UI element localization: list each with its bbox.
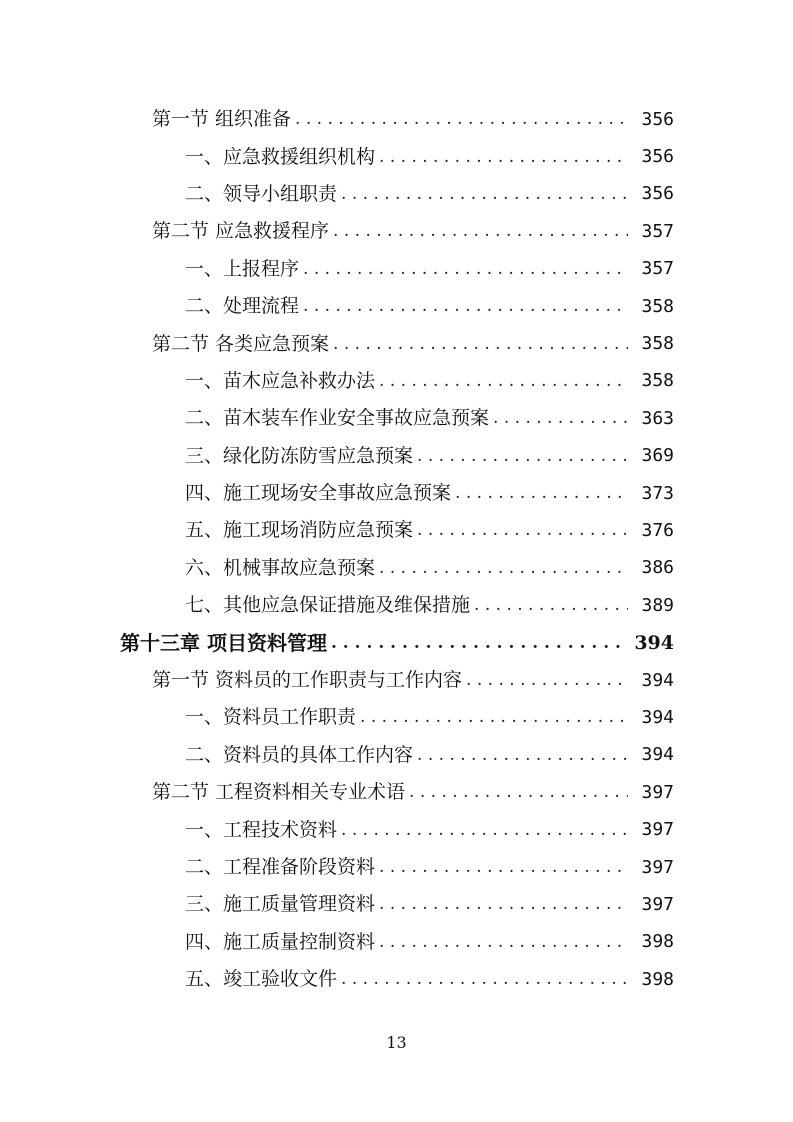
toc-dot-leader <box>409 784 628 801</box>
toc-dot-leader <box>341 971 628 988</box>
toc-entry-item[interactable] <box>0 251 793 288</box>
toc-entry-title: 一、资料员工作职责 <box>185 706 357 729</box>
toc-dot-leader <box>360 709 628 726</box>
toc-dot-leader <box>379 560 628 577</box>
toc-entry-page: 369 <box>641 445 674 467</box>
toc-entry-title: 五、竣工验收文件 <box>185 968 338 991</box>
toc-entry-title: 一、上报程序 <box>185 257 300 280</box>
toc-dot-leader <box>333 336 628 353</box>
toc-entry-title: 三、施工质量管理资料 <box>185 893 376 916</box>
toc-entry-title: 第二节 各类应急预案 <box>152 332 330 355</box>
toc-entry-page: 389 <box>641 594 674 616</box>
toc-entry-section[interactable] <box>0 101 793 138</box>
toc-entry-title: 四、施工现场安全事故应急预案 <box>185 482 452 505</box>
toc-dot-leader <box>417 522 628 539</box>
toc-entry-title: 六、机械事故应急预案 <box>185 556 376 579</box>
toc-entry-title: 第二节 工程资料相关专业术语 <box>152 781 406 804</box>
toc-entry-item[interactable] <box>0 961 793 998</box>
toc-entry-title: 七、其他应急保证措施及维保措施 <box>185 594 471 617</box>
toc-dot-leader <box>379 149 628 166</box>
toc-dot-leader <box>333 223 628 240</box>
toc-entry-page: 363 <box>641 407 674 429</box>
toc-entry-title: 二、领导小组职责 <box>185 182 338 205</box>
toc-entry-page: 358 <box>641 295 674 317</box>
toc-entry-page: 356 <box>641 146 674 168</box>
toc-dot-leader <box>379 896 628 913</box>
toc-entry-page: 394 <box>641 706 674 728</box>
toc-entry-item[interactable] <box>0 475 793 512</box>
toc-entry-page: 394 <box>634 631 674 654</box>
toc-dot-leader <box>331 635 628 652</box>
toc-dot-leader <box>295 111 628 128</box>
table-of-contents <box>0 101 793 998</box>
toc-entry-title: 一、应急救援组织机构 <box>185 145 376 168</box>
toc-entry-title: 第一节 资料员的工作职责与工作内容 <box>152 669 463 692</box>
toc-dot-leader <box>303 298 628 315</box>
toc-entry-item[interactable] <box>0 512 793 549</box>
toc-dot-leader <box>474 597 628 614</box>
toc-dot-leader <box>493 410 628 427</box>
toc-entry-item[interactable] <box>0 400 793 437</box>
toc-entry-page: 394 <box>641 744 674 766</box>
toc-entry-title: 五、施工现场消防应急预案 <box>185 519 414 542</box>
toc-entry-item[interactable] <box>0 550 793 587</box>
toc-entry-title: 一、工程技术资料 <box>185 818 338 841</box>
toc-entry-title: 二、工程准备阶段资料 <box>185 856 376 878</box>
toc-entry-page: 397 <box>641 856 674 878</box>
page-number: 13 <box>386 1033 407 1052</box>
toc-entry-page: 398 <box>641 968 674 990</box>
toc-entry-title: 第二节 应急救援程序 <box>152 220 330 243</box>
toc-entry-page: 356 <box>641 183 674 205</box>
toc-dot-leader <box>379 859 628 876</box>
toc-entry-title: 二、苗木装车作业安全事故应急预案 <box>185 407 490 430</box>
toc-dot-leader <box>466 672 628 689</box>
toc-entry-page: 358 <box>641 333 674 355</box>
toc-entry-page: 356 <box>641 108 674 130</box>
toc-entry-section[interactable] <box>0 213 793 250</box>
toc-entry-title: 二、资料员的具体工作内容 <box>185 743 414 766</box>
toc-entry-item[interactable] <box>0 176 793 213</box>
toc-entry-item[interactable] <box>0 363 793 400</box>
toc-entry-page: 397 <box>641 819 674 841</box>
toc-dot-leader <box>379 373 628 390</box>
toc-dot-leader <box>417 747 628 764</box>
toc-dot-leader <box>379 934 628 951</box>
toc-entry-title: 第一节 组织准备 <box>152 108 292 131</box>
toc-entry-section[interactable] <box>0 662 793 699</box>
toc-entry-item[interactable] <box>0 886 793 923</box>
toc-entry-title: 四、施工质量控制资料 <box>185 930 376 953</box>
toc-entry-item[interactable] <box>0 737 793 774</box>
toc-entry-item[interactable] <box>0 587 793 624</box>
toc-entry-section[interactable] <box>0 774 793 811</box>
toc-dot-leader <box>455 485 628 502</box>
toc-dot-leader <box>417 448 628 465</box>
toc-dot-leader <box>303 261 628 278</box>
toc-entry-title: 一、苗木应急补救办法 <box>185 369 376 392</box>
toc-entry-page: 358 <box>641 370 674 392</box>
toc-entry-title: 第十三章 项目资料管理 <box>120 631 327 656</box>
toc-entry-page: 376 <box>641 519 674 541</box>
toc-entry-item[interactable] <box>0 438 793 475</box>
toc-entry-page: 373 <box>641 482 674 504</box>
toc-entry-page: 357 <box>641 258 674 280</box>
toc-entry-item[interactable] <box>0 699 793 736</box>
toc-dot-leader <box>341 186 628 203</box>
toc-entry-page: 386 <box>641 557 674 579</box>
toc-entry-item[interactable] <box>0 138 793 175</box>
toc-entry-page: 398 <box>641 931 674 953</box>
toc-entry-page: 394 <box>641 669 674 691</box>
toc-entry-page: 397 <box>641 893 674 915</box>
toc-entry-item[interactable] <box>0 811 793 848</box>
toc-entry-page: 397 <box>641 781 674 803</box>
toc-entry-chapter[interactable] <box>0 624 793 661</box>
toc-entry-item[interactable] <box>0 288 793 325</box>
toc-dot-leader <box>341 822 628 839</box>
toc-entry-title: 二、处理流程 <box>185 295 300 318</box>
toc-entry-title: 三、绿化防冻防雪应急预案 <box>185 444 414 467</box>
toc-entry-item[interactable] <box>0 849 793 886</box>
toc-entry-page: 357 <box>641 220 674 242</box>
toc-entry-item[interactable] <box>0 924 793 961</box>
toc-entry-section[interactable] <box>0 325 793 362</box>
